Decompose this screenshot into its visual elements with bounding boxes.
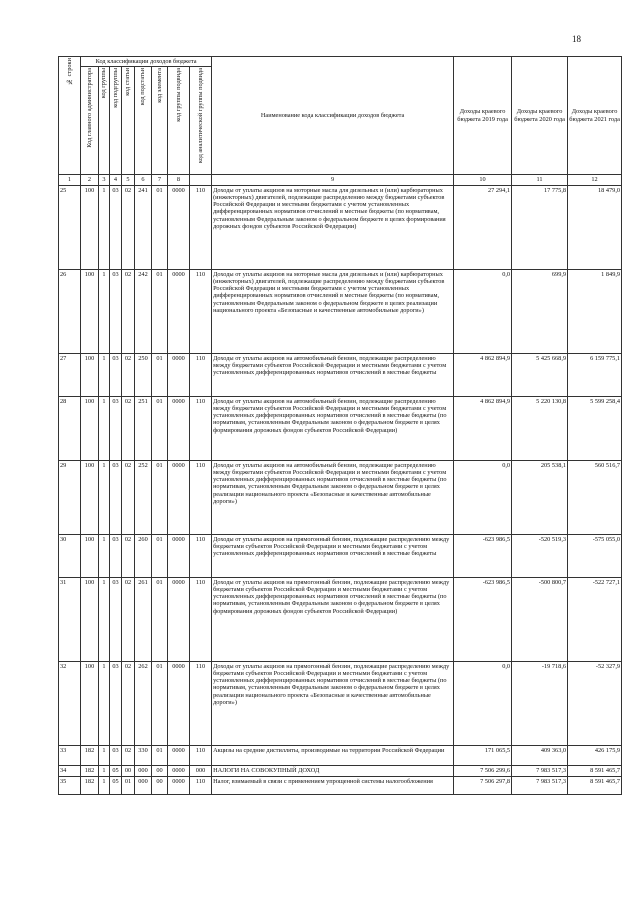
amount-2021-cell: 6 159 775,1 xyxy=(568,353,622,396)
amount-2020-cell: 409 363,0 xyxy=(512,745,568,765)
name-cell: Доходы от уплаты акцизов на прямогонный бензин, подлежащие распределению между бюджетами субъектов Российской Федерации и местными бюджетами с учетом установленных дифференцированных нормативов отчислений в местные бюджеты (по нормативам, установленным Федеральным законом о федеральном бюджете в целях формирования дорожных фондов субъектов Российской Федерации) xyxy=(212,577,454,661)
header-code-col: код элемента xyxy=(152,67,168,175)
code-cell: 0000 xyxy=(168,776,190,794)
code-cell: 0000 xyxy=(168,765,190,776)
name-cell: Доходы от уплаты акцизов на прямогонный бензин, подлежащие распределению между бюджетами субъектов Российской Федерации и местными бюджетами с учетом установленных дифференцированных нормативов отчислений в местные бюджеты (по нормативам, установленным Федеральным законом о федеральном бюджете в целях реализации национального проекта «Безопасные и качественные автомобильные дороги») xyxy=(212,661,454,745)
table-row xyxy=(59,765,622,776)
table-row xyxy=(59,745,622,765)
code-cell: 0000 xyxy=(168,269,190,353)
code-cell: 03 xyxy=(110,577,122,661)
code-cell: 1 xyxy=(99,269,110,353)
table-row xyxy=(59,185,622,269)
column-number: 8 xyxy=(168,175,190,185)
header-code-col: Код главного администратора xyxy=(81,67,99,175)
table-row xyxy=(59,577,622,661)
page-number: 18 xyxy=(572,34,581,44)
amount-2020-cell: 205 538,1 xyxy=(512,460,568,534)
code-cell: 01 xyxy=(152,745,168,765)
code-cell: 100 xyxy=(81,185,99,269)
column-number: 11 xyxy=(512,175,568,185)
code-cell: 01 xyxy=(152,396,168,460)
name-cell: Доходы от уплаты акцизов на моторные масла для дизельных и (или) карбюраторных (инжекторных) двигателей, подлежащие распределению между бюджетами субъектов Российской Федерации и местными бюджетами с учетом установленных дифференцированных нормативов отчислений в местные бюджеты (по нормативам, установленным Федеральным законом о федеральном бюджете в целях реализации национального проекта «Безопасные и качественные автомобильные дороги») xyxy=(212,269,454,353)
code-cell: 182 xyxy=(81,745,99,765)
code-cell: 100 xyxy=(81,396,99,460)
code-cell: 03 xyxy=(110,534,122,577)
code-cell: 1 xyxy=(99,745,110,765)
code-cell: 0000 xyxy=(168,353,190,396)
code-cell: 0000 xyxy=(168,661,190,745)
code-cell: 0000 xyxy=(168,534,190,577)
code-cell: 100 xyxy=(81,269,99,353)
code-cell: 1 xyxy=(99,776,110,794)
row-number-cell: 26 xyxy=(59,269,81,353)
code-cell: 182 xyxy=(81,776,99,794)
code-cell: 03 xyxy=(110,396,122,460)
code-cell: 02 xyxy=(122,185,135,269)
amount-2021-cell: 5 599 258,4 xyxy=(568,396,622,460)
column-number-row xyxy=(59,175,622,185)
column-number: 10 xyxy=(454,175,512,185)
row-number-cell: 31 xyxy=(59,577,81,661)
code-cell: 252 xyxy=(135,460,152,534)
code-cell: 260 xyxy=(135,534,152,577)
column-number: 4 xyxy=(110,175,122,185)
code-cell: 03 xyxy=(110,185,122,269)
code-cell: 000 xyxy=(135,776,152,794)
code-cell: 1 xyxy=(99,661,110,745)
table-row xyxy=(59,661,622,745)
table-row xyxy=(59,269,622,353)
table-row xyxy=(59,396,622,460)
header-code-col: код статьи xyxy=(122,67,135,175)
code-cell: 01 xyxy=(152,185,168,269)
row-number-cell: 25 xyxy=(59,185,81,269)
column-number: 5 xyxy=(122,175,135,185)
amount-2020-cell: -19 718,6 xyxy=(512,661,568,745)
code-cell: 1 xyxy=(99,577,110,661)
code-cell: 110 xyxy=(190,269,212,353)
column-number: 2 xyxy=(81,175,99,185)
code-cell: 0000 xyxy=(168,460,190,534)
code-cell: 02 xyxy=(122,577,135,661)
header-code-col: код подгруппы xyxy=(110,67,122,175)
code-cell: 250 xyxy=(135,353,152,396)
header-row-number: № строки xyxy=(59,57,81,175)
amount-2021-cell: 18 479,0 xyxy=(568,185,622,269)
code-cell: 02 xyxy=(122,661,135,745)
name-cell: Доходы от уплаты акцизов на прямогонный бензин, подлежащие распределению между бюджетами субъектов Российской Федерации и местными бюджетами с учетом установленных дифференцированных нормативов отчислений в местные бюджеты xyxy=(212,534,454,577)
code-cell: 1 xyxy=(99,185,110,269)
code-cell: 100 xyxy=(81,577,99,661)
code-cell: 110 xyxy=(190,460,212,534)
code-cell: 0000 xyxy=(168,745,190,765)
header-amount-2020: Доходы краевого бюджета 2020 года xyxy=(512,57,568,175)
column-number: 7 xyxy=(152,175,168,185)
column-number: 6 xyxy=(135,175,152,185)
name-cell: Налог, взимаемый в связи с применением упрощенной системы налогообложения xyxy=(212,776,454,794)
name-cell: Доходы от уплаты акцизов на автомобильный бензин, подлежащие распределению между бюджетами субъектов Российской Федерации и местными бюджетами с учетом установленных дифференцированных нормативов отчислений в местные бюджеты xyxy=(212,353,454,396)
header-name: Наименование кода классификации доходов бюджета xyxy=(212,57,454,175)
amount-2020-cell: 5 220 130,8 xyxy=(512,396,568,460)
column-number xyxy=(190,175,212,185)
code-cell: 02 xyxy=(122,396,135,460)
name-cell: Акцизы на средние дистилляты, производимые на территории Российской Федерации xyxy=(212,745,454,765)
code-cell: 01 xyxy=(152,534,168,577)
amount-2019-cell: 4 862 894,9 xyxy=(454,353,512,396)
row-number-cell: 29 xyxy=(59,460,81,534)
amount-2021-cell: 8 591 465,7 xyxy=(568,765,622,776)
code-cell: 251 xyxy=(135,396,152,460)
name-cell: Доходы от уплаты акцизов на автомобильный бензин, подлежащие распределению между бюджетами субъектов Российской Федерации и местными бюджетами с учетом установленных дифференцированных нормативов отчислений в местные бюджеты (по нормативам, установленным Федеральным законом о федеральном бюджете в целях реализации национального проекта «Безопасные и качественные автомобильные дороги») xyxy=(212,460,454,534)
amount-2020-cell: 699,9 xyxy=(512,269,568,353)
header-code-col: код аналитической группы подвида xyxy=(190,67,212,175)
amount-2021-cell: -522 727,1 xyxy=(568,577,622,661)
code-cell: 000 xyxy=(190,765,212,776)
code-cell: 1 xyxy=(99,396,110,460)
code-cell: 182 xyxy=(81,765,99,776)
header-code-col: код подстатьи xyxy=(135,67,152,175)
code-cell: 262 xyxy=(135,661,152,745)
code-cell: 1 xyxy=(99,765,110,776)
code-cell: 03 xyxy=(110,661,122,745)
code-cell: 261 xyxy=(135,577,152,661)
code-cell: 02 xyxy=(122,269,135,353)
row-number-cell: 35 xyxy=(59,776,81,794)
code-cell: 1 xyxy=(99,353,110,396)
amount-2019-cell: -623 986,5 xyxy=(454,534,512,577)
code-cell: 241 xyxy=(135,185,152,269)
amount-2020-cell: 7 983 517,3 xyxy=(512,765,568,776)
code-cell: 03 xyxy=(110,269,122,353)
amount-2020-cell: 5 425 668,9 xyxy=(512,353,568,396)
row-number-cell: 30 xyxy=(59,534,81,577)
amount-2021-cell: 1 849,9 xyxy=(568,269,622,353)
amount-2019-cell: 0,0 xyxy=(454,460,512,534)
code-cell: 110 xyxy=(190,534,212,577)
table-row xyxy=(59,353,622,396)
amount-2021-cell: -575 055,0 xyxy=(568,534,622,577)
header-amount-2019: Доходы краевого бюджета 2019 года xyxy=(454,57,512,175)
code-cell: 1 xyxy=(99,460,110,534)
code-cell: 110 xyxy=(190,353,212,396)
code-cell: 02 xyxy=(122,745,135,765)
code-cell: 0000 xyxy=(168,396,190,460)
amount-2019-cell: 171 065,5 xyxy=(454,745,512,765)
row-number-cell: 33 xyxy=(59,745,81,765)
amount-2021-cell: -52 327,9 xyxy=(568,661,622,745)
code-cell: 05 xyxy=(110,776,122,794)
amount-2019-cell: 0,0 xyxy=(454,661,512,745)
name-cell: Доходы от уплаты акцизов на моторные масла для дизельных и (или) карбюраторных (инжекторных) двигателей, подлежащие распределению между бюджетами субъектов Российской Федерации и местными бюджетами с учетом установленных дифференцированных нормативов отчислений в местные бюджеты (по нормативам, установленным Федеральным законом о федеральном бюджете в целях формирования дорожных фондов субъектов Российской Федерации) xyxy=(212,185,454,269)
column-number: 3 xyxy=(99,175,110,185)
column-number: 9 xyxy=(212,175,454,185)
header-code-group: Код классификации доходов бюджета xyxy=(81,57,212,67)
code-cell: 05 xyxy=(110,765,122,776)
code-cell: 01 xyxy=(122,776,135,794)
amount-2019-cell: 7 506 299,6 xyxy=(454,765,512,776)
amount-2019-cell: 0,0 xyxy=(454,269,512,353)
amount-2019-cell: 27 294,1 xyxy=(454,185,512,269)
name-cell: НАЛОГИ НА СОВОКУПНЫЙ ДОХОД xyxy=(212,765,454,776)
code-cell: 03 xyxy=(110,460,122,534)
header-code-col: код группы xyxy=(99,67,110,175)
column-number: 1 xyxy=(59,175,81,185)
code-cell: 110 xyxy=(190,661,212,745)
code-cell: 330 xyxy=(135,745,152,765)
code-cell: 0000 xyxy=(168,577,190,661)
code-cell: 0000 xyxy=(168,185,190,269)
amount-2021-cell: 8 591 465,7 xyxy=(568,776,622,794)
code-cell: 000 xyxy=(135,765,152,776)
code-cell: 03 xyxy=(110,745,122,765)
amount-2020-cell: 7 983 517,3 xyxy=(512,776,568,794)
row-number-cell: 28 xyxy=(59,396,81,460)
table-row xyxy=(59,460,622,534)
amount-2020-cell: -520 519,3 xyxy=(512,534,568,577)
code-cell: 110 xyxy=(190,396,212,460)
amount-2019-cell: -623 986,5 xyxy=(454,577,512,661)
row-number-cell: 27 xyxy=(59,353,81,396)
amount-2019-cell: 7 506 297,8 xyxy=(454,776,512,794)
code-cell: 1 xyxy=(99,534,110,577)
code-cell: 100 xyxy=(81,353,99,396)
row-number-cell: 34 xyxy=(59,765,81,776)
code-cell: 01 xyxy=(152,353,168,396)
header-amount-2021: Доходы краевого бюджета 2021 года xyxy=(568,57,622,175)
table-row xyxy=(59,776,622,794)
column-number: 12 xyxy=(568,175,622,185)
code-cell: 00 xyxy=(152,776,168,794)
code-cell: 01 xyxy=(152,460,168,534)
amount-2020-cell: -500 800,7 xyxy=(512,577,568,661)
code-cell: 110 xyxy=(190,185,212,269)
budget-revenue-table xyxy=(58,56,622,795)
amount-2020-cell: 17 775,8 xyxy=(512,185,568,269)
code-cell: 02 xyxy=(122,534,135,577)
amount-2021-cell: 426 175,9 xyxy=(568,745,622,765)
code-cell: 242 xyxy=(135,269,152,353)
code-cell: 00 xyxy=(152,765,168,776)
table-row xyxy=(59,534,622,577)
code-cell: 01 xyxy=(152,661,168,745)
code-cell: 01 xyxy=(152,269,168,353)
code-cell: 01 xyxy=(152,577,168,661)
row-number-cell: 32 xyxy=(59,661,81,745)
amount-2019-cell: 4 862 894,9 xyxy=(454,396,512,460)
code-cell: 110 xyxy=(190,577,212,661)
code-cell: 110 xyxy=(190,745,212,765)
code-cell: 00 xyxy=(122,765,135,776)
name-cell: Доходы от уплаты акцизов на автомобильный бензин, подлежащие распределению между бюджетами субъектов Российской Федерации и местными бюджетами с учетом установленных дифференцированных нормативов отчислений в местные бюджеты (по нормативам, установленным Федеральным законом о федеральном бюджете в целях формирования дорожных фондов субъектов Российской Федерации) xyxy=(212,396,454,460)
code-cell: 03 xyxy=(110,353,122,396)
code-cell: 02 xyxy=(122,460,135,534)
code-cell: 100 xyxy=(81,534,99,577)
header-code-col: код группы подвида xyxy=(168,67,190,175)
code-cell: 100 xyxy=(81,661,99,745)
code-cell: 100 xyxy=(81,460,99,534)
code-cell: 110 xyxy=(190,776,212,794)
amount-2021-cell: 560 516,7 xyxy=(568,460,622,534)
code-cell: 02 xyxy=(122,353,135,396)
